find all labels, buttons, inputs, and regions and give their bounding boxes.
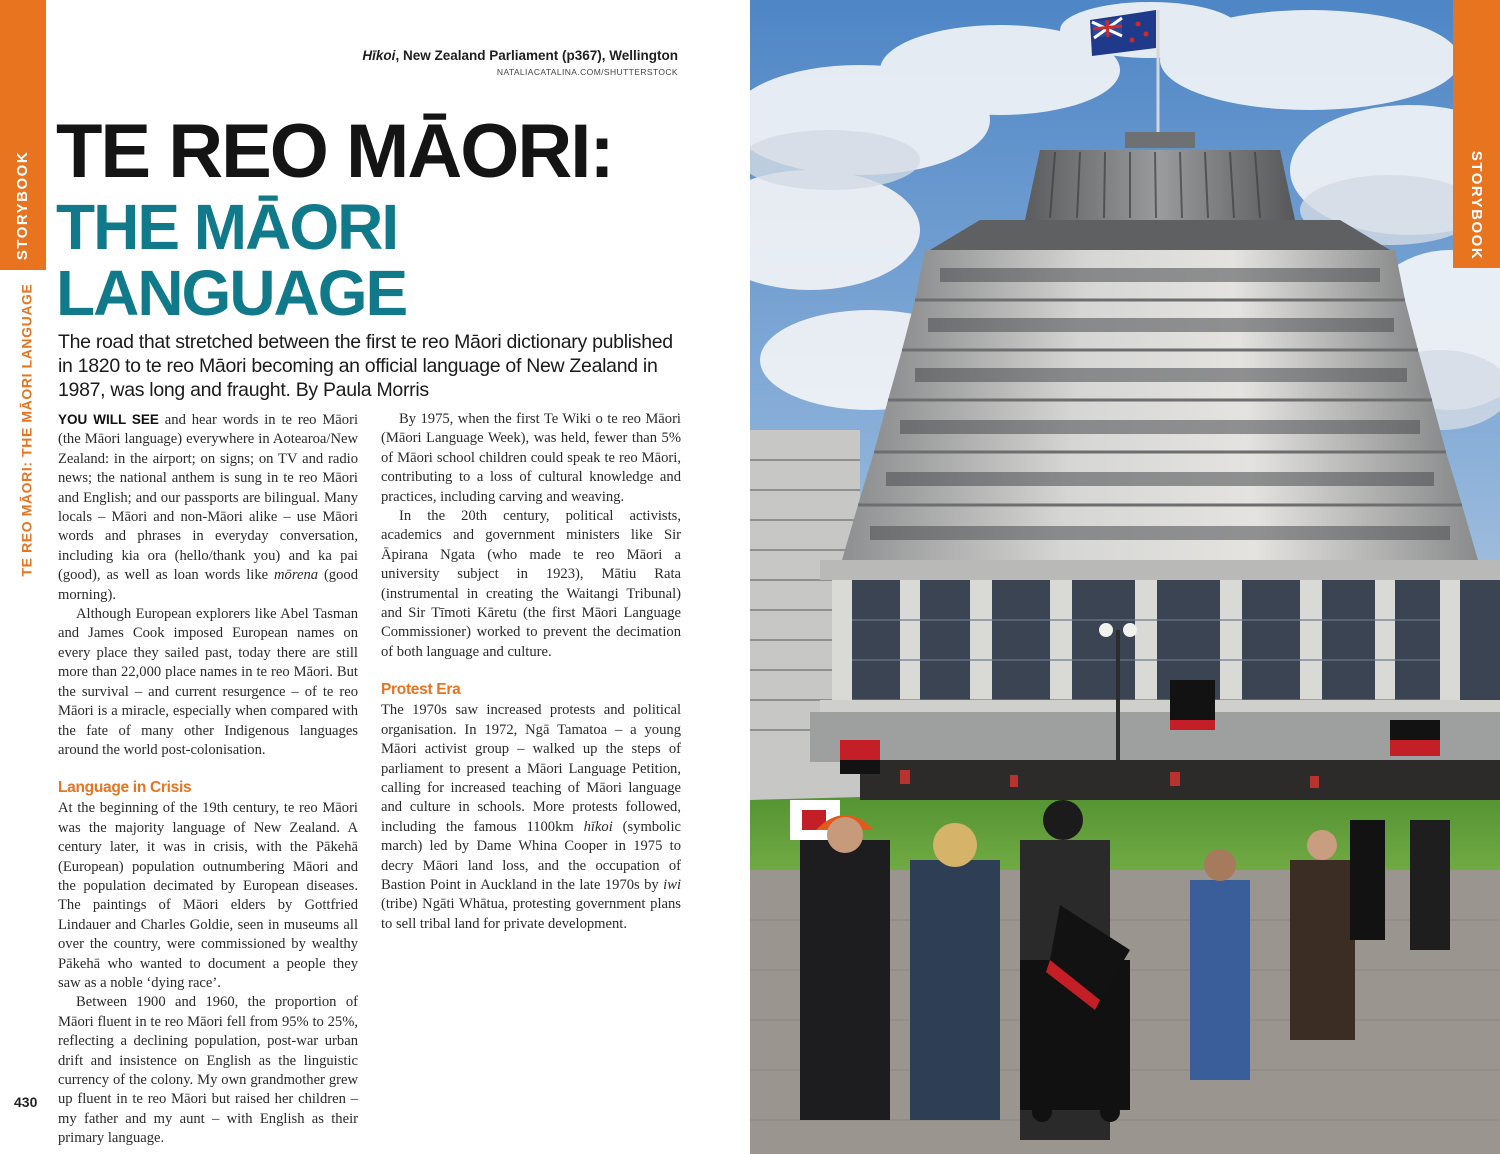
right-page [750, 0, 1500, 1154]
paragraph-2: Although European explorers like Abel Tasman and James Cook imposed European names on every place they sailed past, today there are still more than 22,000 place names in te reo Māori. But the survival – and current resurgence – of te reo Māori is a miracle, especially when compared with the fate of many other Indigenous languages around the world post-colonisation. [58, 606, 358, 758]
beehive-crown [1025, 150, 1295, 220]
photo-credit [362, 48, 678, 77]
paragraph-1-italic: mōrena [274, 567, 319, 584]
headline [56, 109, 613, 329]
paragraph-1-text-a: and hear words in te reo Māori (the Māori language) everywhere in Aotearoa/New Zealand: in the airport; on signs; on TV and radio news; the national anthem is sung in te reo Māori and English; and our passports are bilingual. Many locals – Māori and non-Māori alike – use Māori words and phrases in everyday conversation, including kia ora (hello/thank you) and ka pai (good), as well as loan words like [58, 412, 358, 584]
section-tab-label: STORYBOOK [14, 150, 32, 260]
subhead-protest-era: Protest Era [381, 681, 461, 699]
headline-line-2: THE MĀORI [56, 191, 398, 263]
paragraph-6: In the 20th century, political activists, academics and government ministers like Sir Āpirana Ngata (who made te reo Māori a university subject in 1923), Mātiu Rata (instrumental in creating the Waitangi Tribunal) and Sir Tīmoti Kāretu (the first Māori Language Commissioner) worked to prevent the decimation of both language and culture. [381, 508, 681, 660]
paragraph-4: Between 1900 and 1960, the proportion of Māori fluent in te reo Māori fell from 95% to 25%, reflecting a declining population, post-war urban drift and insistence on English as the linguistic currency of the colony. My own grandmother grew up fluent in te reo Māori but raised her children – my father and my aunt – with English as their primary language. [58, 994, 358, 1147]
photo-source: NATALIACATALINA.COM/SHUTTERSTOCK [496, 67, 678, 77]
paragraph-1 [58, 410, 358, 605]
page-number: 430 [14, 1094, 38, 1110]
paragraph-7 [381, 701, 681, 934]
headline-line-3: LANGUAGE [56, 257, 407, 329]
running-title [14, 280, 38, 580]
intro-standfirst: The road that stretched between the first te reo Māori dictionary published in 1820 to te reo Māori becoming an official language of New Zealand in 1987, was long and fraught. By Paula Morris [58, 331, 673, 401]
parliament-photo [750, 0, 1500, 1154]
photo-caption [362, 48, 678, 63]
photo-caption-rest: , New Zealand Parliament (p367), Wellington [395, 48, 678, 63]
paragraph-1-text-b: (good morning). [58, 567, 358, 603]
running-title-text: TE REO MĀORI: THE MĀORI LANGUAGE [18, 283, 35, 577]
body-column-1 [58, 410, 358, 1149]
body-column-2 [381, 410, 681, 934]
paragraph-7-text-c: (tribe) Ngāti Whātua, protesting government plans to sell tribal land for private development. [381, 896, 681, 932]
paragraph-5: By 1975, when the first Te Wiki o te reo Māori (Māori Language Week), was held, fewer than 5% of Māori school children could speak te reo Māori, contributing to a loss of cultural knowledge and practices, including carving and weaving. [381, 411, 681, 505]
paragraph-7-italic-2: iwi [663, 876, 681, 893]
photo-caption-italic: Hīkoi [362, 48, 396, 63]
paragraph-7-text-a: The 1970s saw increased protests and political organisation. In 1972, Ngā Tamatoa – a young Māori activist group – walked up the steps of parliament to present a Māori Language Petition, calling for increased teaching of Māori language and culture in schools. More protests followed, including the famous 1100km [381, 702, 681, 835]
paragraph-7-text-b: (symbolic march) led by Dame Whina Cooper in 1975 to decry Māori land loss, and the occupation of Bastion Point in Auckland in the late 1970s by [381, 818, 681, 893]
lead-in: YOU WILL SEE [58, 412, 159, 427]
headline-line-1: TE REO MĀORI: [56, 109, 613, 194]
subhead-language-in-crisis: Language in Crisis [58, 779, 192, 797]
section-tab-label-right: STORYBOOK [1468, 150, 1486, 260]
paragraph-3: At the beginning of the 19th century, te reo Māori was the majority language of New Zealand. A century later, it was in crisis, with the Pākehā (European) population outnumbering Māori and the population decimated by European diseases. The paintings of Māori elders by Gottfried Lindauer and Charles Goldie, seen in museums all over the country, were commissioned by wealthy Pākehā who wanted to document a people they saw as a noble ‘dying race’. [58, 800, 358, 991]
section-tab-left [0, 0, 46, 270]
beehive-tiers [842, 250, 1478, 560]
section-tab-right [1453, 0, 1500, 268]
paragraph-7-italic-1: hīkoi [583, 818, 613, 835]
